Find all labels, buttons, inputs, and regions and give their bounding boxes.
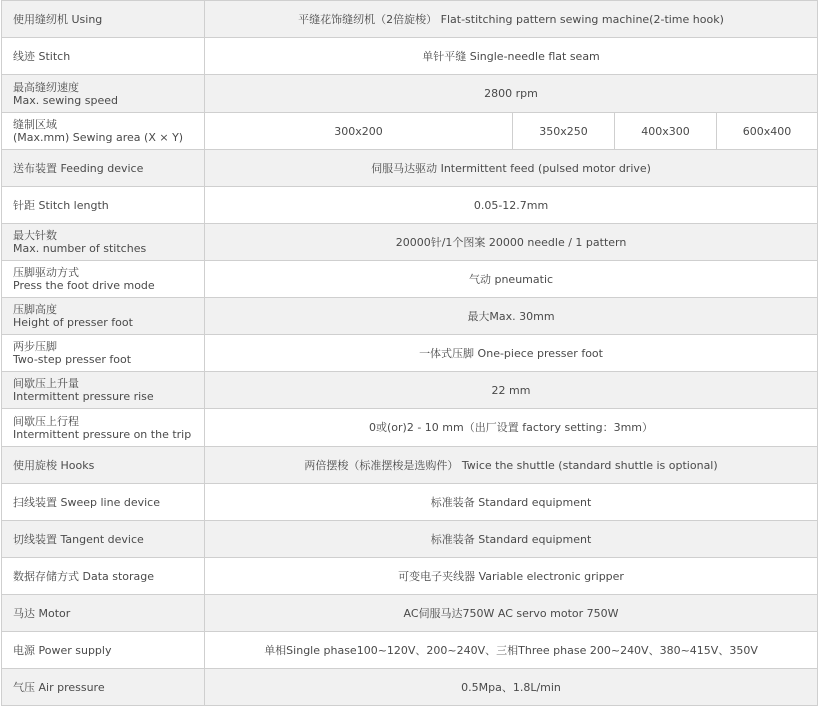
spec-label-en: Height of presser foot [13,316,133,329]
spec-value: 0.05-12.7mm [205,187,818,224]
table-row [2,558,818,595]
spec-label-cn: 两步压脚 [13,340,57,353]
spec-value: 可变电子夹线器 Variable electronic gripper [205,558,818,595]
spec-label-cn: 最大针数 [13,229,57,242]
spec-label-en: Two-step presser foot [13,353,132,366]
spec-label: 使用缝纫机 Using [2,1,205,38]
spec-label [2,335,205,372]
table-row [2,113,818,150]
spec-label-en: Max. number of stitches [13,242,147,255]
sewing-area-option: 300x200 [205,113,513,150]
table-row [2,632,818,669]
table-row [2,1,818,38]
spec-value: 0或(or)2 - 10 mm（出厂设置 factory setting：3mm） [205,409,818,447]
spec-label [2,113,205,150]
sewing-area-option: 400x300 [615,113,717,150]
table-row [2,409,818,447]
table-row [2,447,818,484]
spec-value: 单针平缝 Single-needle flat seam [205,38,818,75]
spec-value: 伺服马达驱动 Intermittent feed (pulsed motor drive) [205,150,818,187]
table-row [2,38,818,75]
spec-label-en: Intermittent pressure rise [13,390,154,403]
spec-label-cn: 压脚驱动方式 [13,266,79,279]
table-row [2,484,818,521]
table-row [2,372,818,409]
spec-label: 气压 Air pressure [2,669,205,706]
sewing-area-option: 350x250 [513,113,615,150]
spec-label: 数据存储方式 Data storage [2,558,205,595]
table-row [2,150,818,187]
spec-value: 一体式压脚 One-piece presser foot [205,335,818,372]
spec-label: 扫线装置 Sweep line device [2,484,205,521]
spec-label [2,261,205,298]
spec-value: 标准装备 Standard equipment [205,521,818,558]
spec-value: 2800 rpm [205,75,818,113]
table-row [2,224,818,261]
spec-value: AC伺服马达750W AC servo motor 750W [205,595,818,632]
spec-label: 针距 Stitch length [2,187,205,224]
table-row [2,75,818,113]
spec-label-cn: 最高缝纫速度 [13,80,79,94]
spec-label [2,298,205,335]
table-row [2,335,818,372]
spec-label [2,409,205,447]
table-row [2,521,818,558]
spec-label: 线迹 Stitch [2,38,205,75]
spec-label: 马达 Motor [2,595,205,632]
spec-label: 使用旋梭 Hooks [2,447,205,484]
spec-value: 平缝花饰缝纫机（2倍旋梭） Flat-stitching pattern sewing machine(2-time hook) [205,1,818,38]
spec-table [1,0,818,706]
spec-label-cn: 间歇压上升量 [13,377,79,390]
sewing-area-option: 600x400 [717,113,818,150]
spec-label-en: Press the foot drive mode [13,279,155,292]
spec-value: 22 mm [205,372,818,409]
spec-label-cn: 间歇压上行程 [13,414,79,428]
table-row [2,261,818,298]
table-row [2,595,818,632]
spec-label: 送布装置 Feeding device [2,150,205,187]
spec-value: 气动 pneumatic [205,261,818,298]
table-row [2,187,818,224]
spec-label-en: Intermittent pressure on the trip [13,427,192,441]
table-row [2,298,818,335]
spec-label: 电源 Power supply [2,632,205,669]
spec-label-cn: 压脚高度 [13,303,57,316]
table-row [2,669,818,706]
spec-value: 20000针/1个图案 20000 needle / 1 pattern [205,224,818,261]
spec-label [2,75,205,113]
spec-label: 切线装置 Tangent device [2,521,205,558]
spec-label-cn: 缝制区域 [13,118,57,131]
spec-value: 最大Max. 30mm [205,298,818,335]
spec-value: 0.5Mpa、1.8L/min [205,669,818,706]
spec-value: 标准装备 Standard equipment [205,484,818,521]
spec-value: 单相Single phase100~120V、200~240V、三相Three phase 200~240V、380~415V、350V [205,632,818,669]
spec-label-en: (Max.mm) Sewing area (X × Y) [13,131,184,144]
spec-label [2,372,205,409]
spec-value: 两倍摆梭（标准摆梭是选购件） Twice the shuttle (standard shuttle is optional) [205,447,818,484]
spec-label-en: Max. sewing speed [13,93,118,107]
spec-label [2,224,205,261]
